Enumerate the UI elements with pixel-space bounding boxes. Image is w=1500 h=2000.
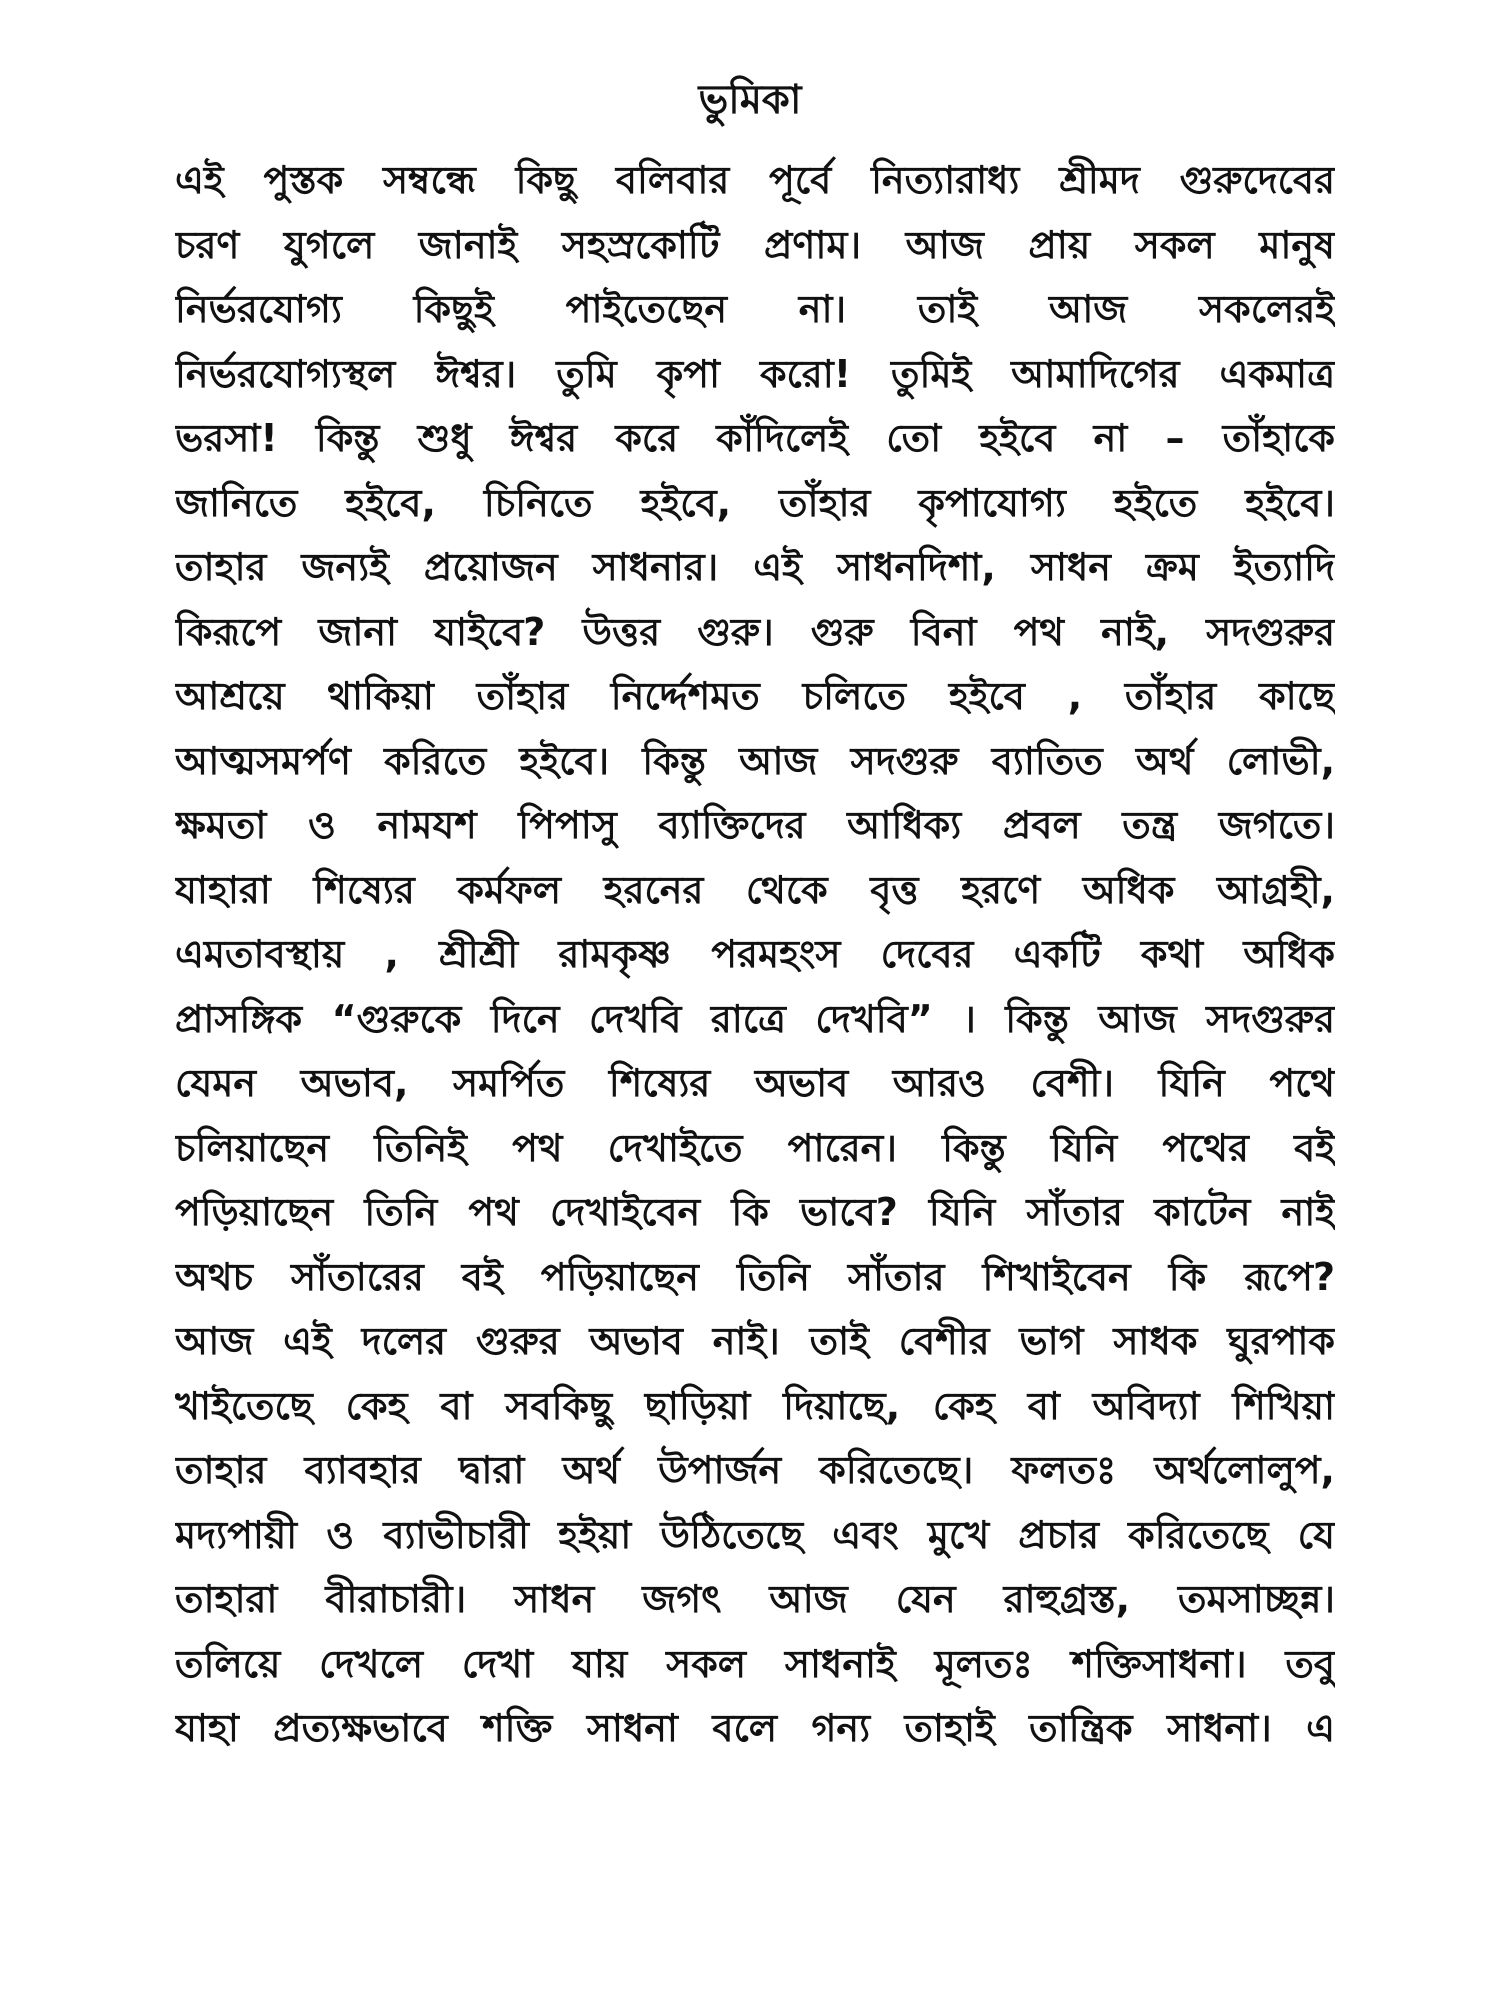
text-line: কিরূপে জানা যাইবে? উত্তর গুরু। গুরু বিনা পথ নাই, সদগুরুর [175, 609, 1335, 654]
text-line: যাহা প্রত্যক্ষভাবে শক্তি সাধনা বলে গন্য তাহাই তান্ত্রিক সাধনা। এ [175, 1706, 1335, 1750]
body-paragraph [175, 148, 1335, 1761]
text-line: আশ্রয়ে থাকিয়া তাঁহার নির্দ্দেশমত চলিতে হইবে , তাঁহার কাছে [175, 674, 1335, 718]
text-line: চরণ যুগলে জানাই সহস্রকোটি প্রণাম। আজ প্রায় সকল মানুষ [175, 222, 1335, 267]
text-line: আত্মসমর্পণ করিতে হইবে। কিন্তু আজ সদগুরু ব্যাতিত অর্থ লোভী, [175, 738, 1335, 783]
text-line: মদ্যপায়ী ও ব্যাভীচারী হইয়া উঠিতেছে এবং মুখে প্রচার করিতেছে যে [175, 1512, 1335, 1557]
text-line: এই পুস্তক সম্বন্ধে কিছু বলিবার পূর্বে নিত্যারাধ্য শ্রীমদ গুরুদেবের [175, 158, 1335, 202]
text-line: জানিতে হইবে, চিনিতে হইবে, তাঁহার কৃপাযোগ্য হইতে হইবে। [175, 480, 1335, 525]
text-line: ভরসা! কিন্তু শুধু ঈশ্বর করে কাঁদিলেই তো হইবে না – তাঁহাকে [175, 416, 1335, 460]
text-line: ক্ষমতা ও নামযশ পিপাসু ব্যাক্তিদের আধিক্য প্রবল তন্ত্র জগতে। [175, 803, 1335, 847]
text-line: যেমন অভাব, সমর্পিত শিষ্যের অভাব আরও বেশী। যিনি পথে [175, 1061, 1335, 1105]
text-line: নির্ভরযোগ্যস্থল ঈশ্বর। তুমি কৃপা করো! তুমিই আমাদিগের একমাত্র [175, 351, 1335, 396]
text-line: তাহার জন্যই প্রয়োজন সাধনার। এই সাধনদিশা, সাধন ক্রম ইত্যাদি [175, 545, 1335, 589]
text-line: তলিয়ে দেখলে দেখা যায় সকল সাধনাই মূলতঃ শক্তিসাধনা। তবু [175, 1641, 1335, 1686]
text-line: প্রাসঙ্গিক “গুরুকে দিনে দেখবি রাত্রে দেখবি” । কিন্তু আজ সদগুরুর [175, 996, 1335, 1041]
page-title: ভুমিকা [698, 77, 802, 123]
text-line: তাহারা বীরাচারী। সাধন জগৎ আজ যেন রাহুগ্রস্ত, তমসাচ্ছন্ন। [175, 1577, 1335, 1621]
text-line: যাহারা শিষ্যের কর্মফল হরনের থেকে বৃত্ত হরণে অধিক আগ্রহী, [175, 867, 1335, 912]
text-line: চলিয়াছেন তিনিই পথ দেখাইতে পারেন। কিন্তু যিনি পথের বই [175, 1125, 1335, 1170]
text-line: এমতাবস্থায় , শ্রীশ্রী রামকৃষ্ণ পরমহংস দেবের একটি কথা অধিক [175, 932, 1335, 976]
text-line: খাইতেছে কেহ বা সবকিছু ছাড়িয়া দিয়াছে, কেহ বা অবিদ্যা শিখিয়া [175, 1383, 1335, 1428]
text-line: নির্ভরযোগ্য কিছুই পাইতেছেন না। তাই আজ সকলেরই [175, 287, 1335, 331]
text-line: পড়িয়াছেন তিনি পথ দেখাইবেন কি ভাবে? যিনি সাঁতার কাটেন নাই [175, 1190, 1335, 1234]
text-line: তাহার ব্যাবহার দ্বারা অর্থ উপার্জন করিতেছে। ফলতঃ অর্থলোলুপ, [175, 1448, 1335, 1492]
text-line: অথচ সাঁতারের বই পড়িয়াছেন তিনি সাঁতার শিখাইবেন কি রূপে? [175, 1254, 1335, 1299]
text-line: আজ এই দলের গুরুর অভাব নাই। তাই বেশীর ভাগ সাধক ঘুরপাক [175, 1319, 1335, 1363]
